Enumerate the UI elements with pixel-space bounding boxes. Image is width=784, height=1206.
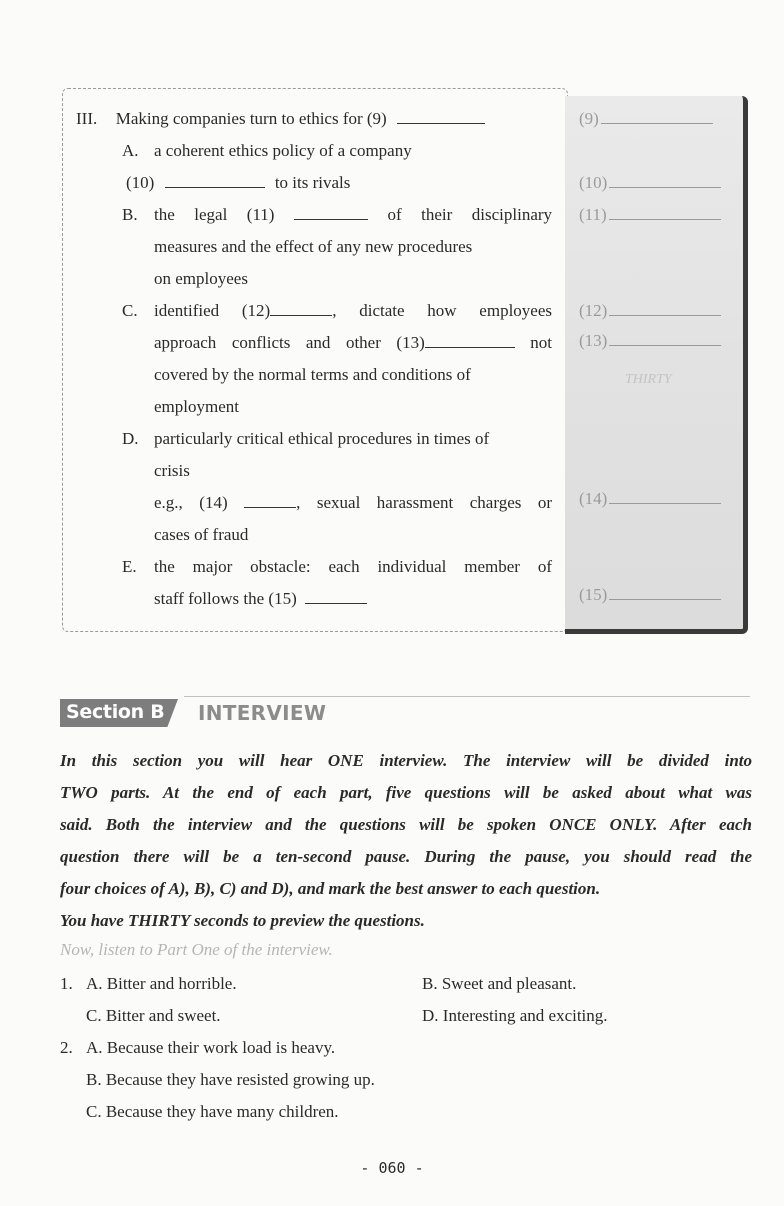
instruction-line-2: TWO parts. At the end of each part, five questions will be asked about what was: [60, 783, 752, 802]
instruction-line-1: In this section you will hear ONE interview. The interview will be divided into: [60, 751, 752, 770]
blank-15: [305, 588, 367, 604]
section-tag-label: Section B: [66, 701, 165, 723]
answer-slot-10: (10): [579, 172, 721, 193]
page-number: - 060 -: [360, 1159, 424, 1177]
instruction-line-3: said. Both the interview and the questions will be spoken ONCE ONLY. After each: [60, 815, 752, 834]
answer-slot-9: (9): [579, 108, 713, 129]
q2-option-a: A. Because their work load is heavy.: [86, 1038, 336, 1057]
item-d-letter: D.: [122, 429, 139, 448]
outline-heading: [76, 108, 485, 130]
item-d-line3: e.g., (14) , sexual harassment charges or: [154, 493, 553, 512]
answer-panel: [565, 96, 748, 634]
item-b-line3: on employees: [154, 269, 248, 288]
q1-option-b: B. Sweet and pleasant.: [422, 974, 577, 993]
blank-10: [165, 172, 265, 188]
q2-number: 2.: [60, 1038, 73, 1057]
item-a-line1: a coherent ethics policy of a company: [154, 141, 412, 160]
instruction-line-4: question there will be a ten-second pause. During the pause, you should read the: [60, 847, 752, 866]
item-c-line4: employment: [154, 397, 239, 416]
blank-11: [294, 204, 368, 220]
q1-number: 1.: [60, 974, 73, 993]
item-b-line1: the legal (11) of their disciplinary: [154, 205, 553, 224]
section-title: INTERVIEW: [198, 701, 327, 725]
answer-slot-13: (13): [579, 330, 721, 351]
q2-option-b: B. Because they have resisted growing up.: [86, 1070, 375, 1089]
blank-14: [244, 492, 296, 508]
answer-slot-12: (12): [579, 300, 721, 321]
answer-slot-11: (11): [579, 204, 721, 225]
heading-text: Making companies turn to ethics for (9): [115, 109, 387, 128]
section-rule: [184, 696, 750, 697]
blank-12: [270, 300, 332, 316]
answer-slot-15: (15): [579, 584, 721, 605]
item-a-line2: (10) to its rivals: [126, 173, 351, 192]
q2-option-c: C. Because they have many children.: [86, 1102, 339, 1121]
outline-box: [62, 88, 568, 632]
item-c-line2: approach conflicts and other (13) not: [154, 333, 552, 352]
item-e-letter: E.: [122, 557, 137, 576]
item-b-letter: B.: [122, 205, 138, 224]
item-c-line3: covered by the normal terms and conditions of: [154, 365, 471, 384]
item-c-line1: identified (12) , dictate how employees: [154, 301, 552, 320]
item-c-letter: C.: [122, 301, 138, 320]
preview-line: You have THIRTY seconds to preview the questions.: [60, 911, 425, 930]
heading-number: III.: [76, 109, 98, 128]
listen-line: Now, listen to Part One of the interview.: [60, 940, 333, 959]
blank-13: [425, 332, 515, 348]
item-d-line4: cases of fraud: [154, 525, 249, 544]
item-e-line2: staff follows the (15): [154, 588, 367, 610]
answer-slot-14: (14): [579, 488, 721, 509]
bleed-through-text: THIRTY: [625, 372, 672, 387]
item-d-line2: crisis: [154, 461, 190, 480]
q1-option-d: D. Interesting and exciting.: [422, 1006, 608, 1025]
item-e-line1: the major obstacle: each individual member of: [154, 557, 552, 576]
item-a-letter: A.: [122, 141, 139, 160]
blank-9: [397, 108, 485, 124]
instruction-line-5: four choices of A), B), C) and D), and mark the best answer to each question.: [60, 879, 601, 898]
item-b-line2: measures and the effect of any new procedures: [154, 237, 473, 256]
q1-option-a: A. Bitter and horrible.: [86, 974, 237, 993]
section-b-header: [60, 698, 750, 728]
item-d-line1: particularly critical ethical procedures in times of: [154, 429, 490, 448]
q1-option-c: C. Bitter and sweet.: [86, 1006, 221, 1025]
